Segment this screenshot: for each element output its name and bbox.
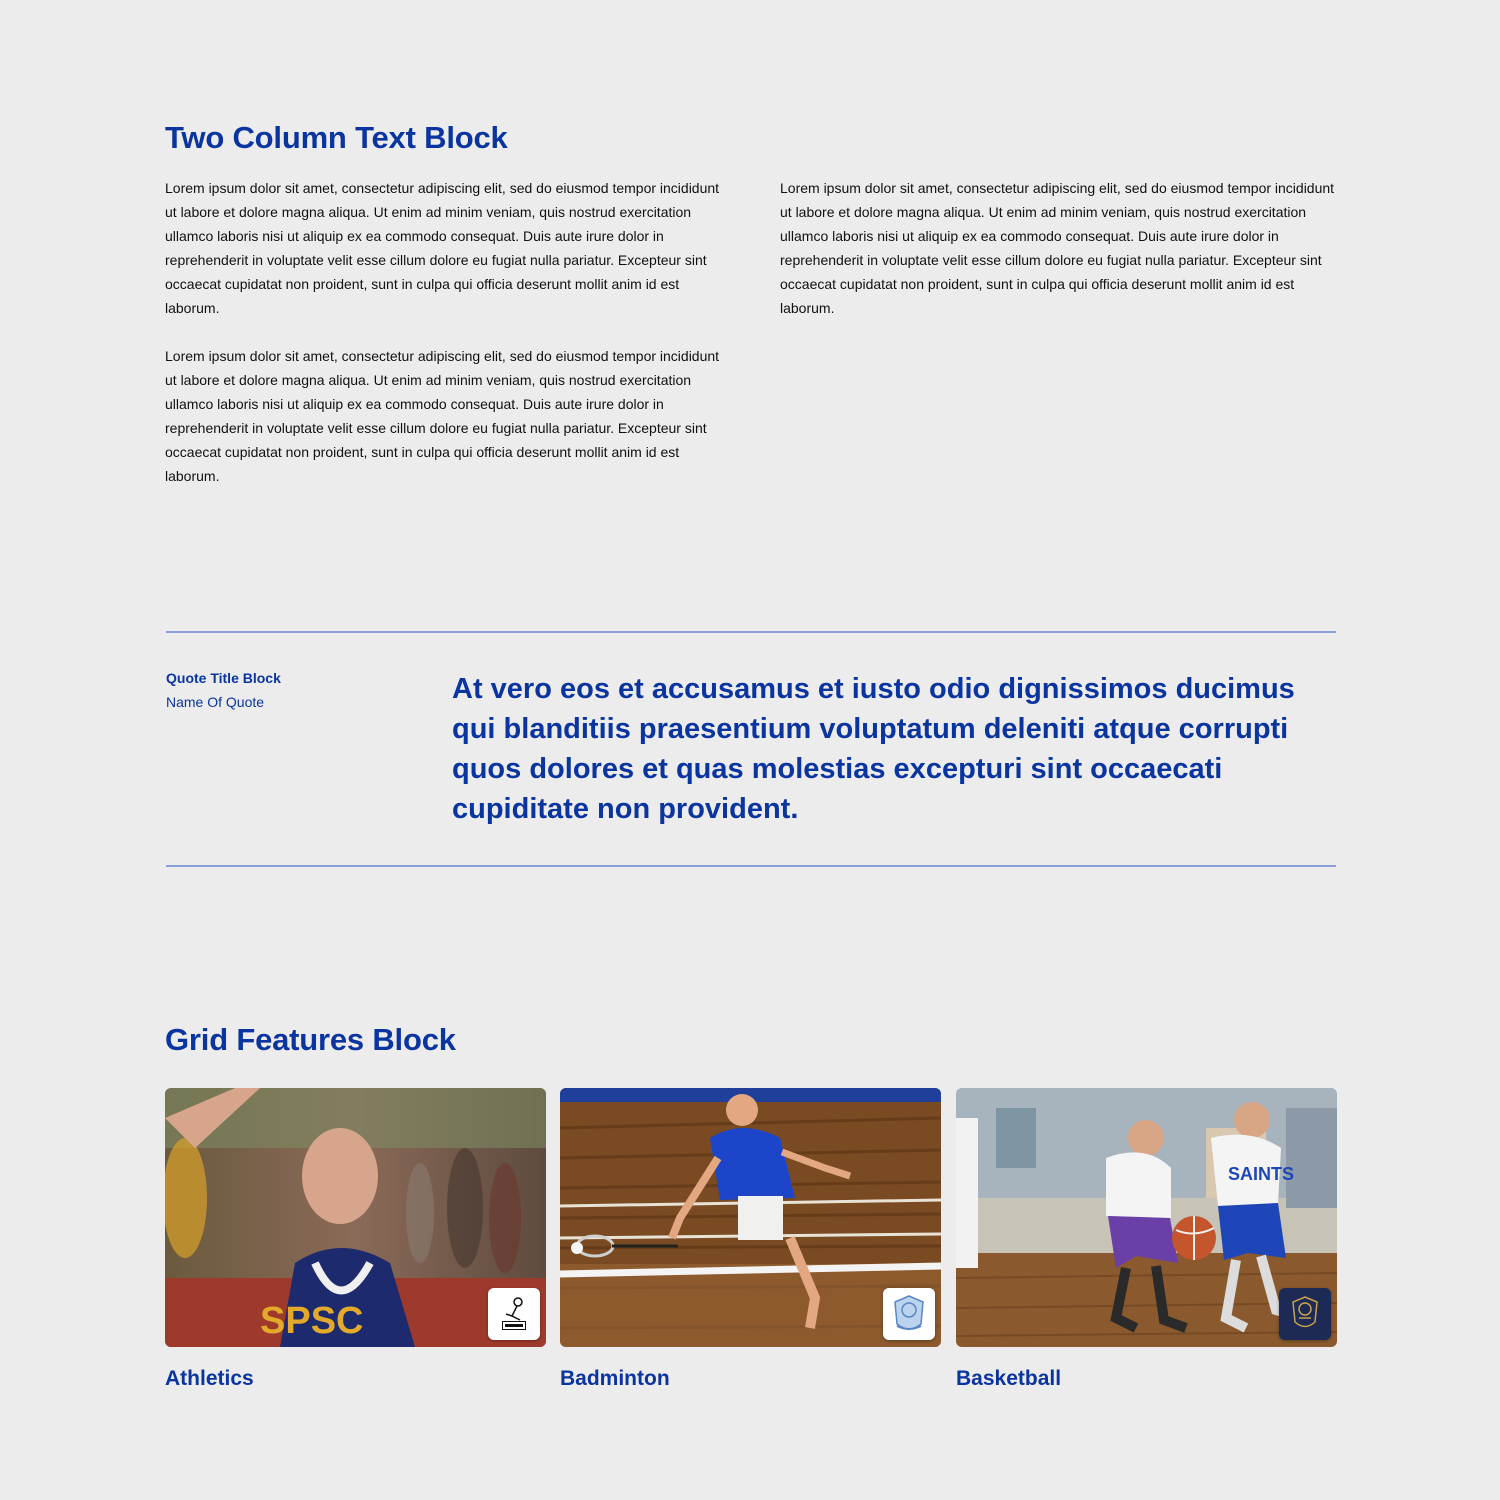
svg-text:SPSC: SPSC [260,1300,364,1342]
quote-meta [166,668,426,712]
quote-name: Name Of Quote [166,694,265,710]
feature-card-basketball[interactable] [956,1088,1337,1391]
grid-features-title: Grid Features Block [165,1022,456,1057]
card-label-athletics[interactable]: Athletics [165,1367,254,1390]
right-paragraph-1: Lorem ipsum dolor sit amet, consectetur adipiscing elit, sed do eiusmod tempor incididunt ut labore et dolore magna aliqua. Ut enim ad minim veniam, quis nostrud exercitation ullamco laboris nisi ut aliquip ex ea commodo consequat. Duis aute irure dolor in reprehenderit in voluptate velit esse cillum dolore eu fugiat nulla pariatur. Excepteur sint occaecat cupidatat non proident, sunt in culpa qui officia deserunt mollit anim id est laborum. [780,180,1335,316]
quote-divider-top [166,631,1336,633]
athletics-photo[interactable] [165,1088,546,1347]
card-label-basketball[interactable]: Basketball [956,1367,1062,1390]
quote-text: At vero eos et accusamus et iusto odio dignissimos ducimus qui blanditiis praesentium voluptatum deleniti atque corrupti quos dolores et quas molestias excepturi sint occaecati cupiditate non provident. [452,673,1295,825]
feature-card-badminton[interactable] [560,1088,941,1391]
feature-card-athletics[interactable] [165,1088,546,1391]
quote-title: Quote Title Block [166,670,281,686]
badminton-photo[interactable] [560,1088,941,1347]
left-paragraph-2: Lorem ipsum dolor sit amet, consectetur adipiscing elit, sed do eiusmod tempor incididunt ut labore et dolore magna aliqua. Ut enim ad minim veniam, quis nostrud exercitation ullamco laboris nisi ut aliquip ex ea commodo consequat. Duis aute irure dolor in reprehenderit in voluptate velit esse cillum dolore eu fugiat nulla pariatur. Excepteur sint occaecat cupidatat non proident, sunt in culpa qui officia deserunt mollit anim id est laborum. [165,348,720,484]
card-label-badminton[interactable]: Badminton [560,1367,670,1390]
right-column [780,176,1336,344]
svg-text:SAINTS: SAINTS [1228,1164,1295,1184]
left-column [165,176,721,512]
two-column-title: Two Column Text Block [165,120,508,155]
quote-divider-bottom [166,865,1336,867]
athletics-club-logo-icon [488,1288,540,1340]
left-paragraph-1: Lorem ipsum dolor sit amet, consectetur adipiscing elit, sed do eiusmod tempor incididunt ut labore et dolore magna aliqua. Ut enim ad minim veniam, quis nostrud exercitation ullamco laboris nisi ut aliquip ex ea commodo consequat. Duis aute irure dolor in reprehenderit in voluptate velit esse cillum dolore eu fugiat nulla pariatur. Excepteur sint occaecat cupidatat non proident, sunt in culpa qui officia deserunt mollit anim id est laborum. [165,180,720,316]
badminton-club-logo-icon [883,1288,935,1340]
basketball-club-logo-icon [1279,1288,1331,1340]
two-column-text-block [165,118,1337,484]
basketball-photo[interactable] [956,1088,1337,1347]
